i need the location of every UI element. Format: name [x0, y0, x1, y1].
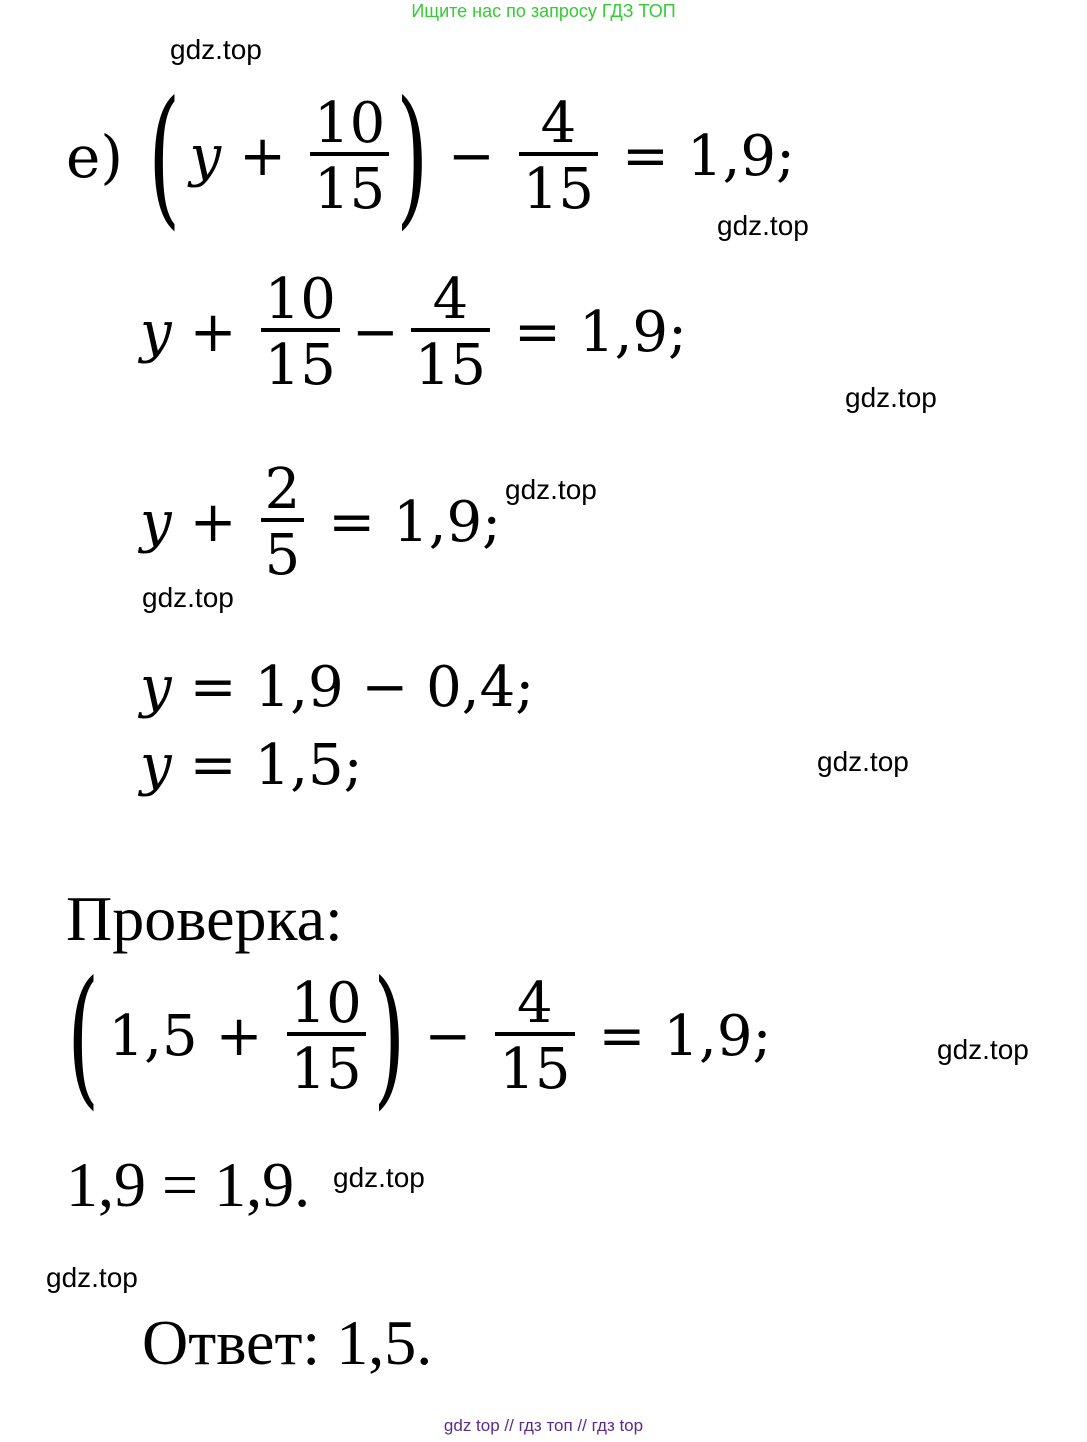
watermark: gdz.top: [46, 1262, 138, 1293]
watermark: gdz.top: [505, 474, 597, 505]
left-paren: (: [67, 950, 100, 1124]
watermark: gdz.top: [170, 34, 262, 65]
operator: =: [514, 300, 561, 365]
numerator: 4: [432, 267, 469, 332]
watermark: gdz.top: [937, 1034, 1029, 1065]
operator: +: [189, 300, 237, 365]
fraction: [310, 91, 389, 222]
fraction: [287, 971, 366, 1102]
variable: y: [140, 300, 172, 365]
part-label: е): [66, 123, 123, 191]
operator: =: [328, 490, 376, 555]
denominator: 5: [261, 518, 305, 584]
operator: =: [622, 124, 669, 189]
fraction: [495, 971, 574, 1102]
left-paren: (: [148, 70, 181, 244]
right-paren: ): [372, 950, 406, 1124]
denominator: 15: [519, 152, 598, 218]
denominator: 15: [310, 152, 389, 218]
variable: y: [140, 733, 172, 798]
numerator: 10: [290, 971, 362, 1036]
operator: −: [447, 124, 495, 189]
denominator: 15: [411, 328, 490, 394]
search-banner[interactable]: Ищите нас по запросу ГДЗ ТОП: [411, 1, 676, 21]
denominator: 15: [495, 1032, 574, 1098]
watermark: gdz.top: [142, 582, 234, 613]
variable: y: [189, 124, 222, 189]
footer-links[interactable]: gdz top // гдз топ // гдз top: [443, 1416, 644, 1435]
numerator: 10: [314, 91, 386, 156]
operator: −: [424, 1004, 472, 1069]
watermark: gdz.top: [333, 1162, 425, 1193]
equation-1: [66, 70, 795, 244]
rhs: 1,9;: [663, 1004, 772, 1069]
operator: =: [189, 733, 237, 798]
operator: −: [351, 300, 399, 365]
check-label: Проверка:: [66, 883, 343, 954]
variable: y: [140, 655, 172, 720]
answer: Ответ: 1,5.: [142, 1307, 433, 1378]
check-equation: [66, 950, 772, 1124]
numerator: 2: [264, 457, 301, 522]
numerator: 4: [540, 91, 577, 156]
fraction: [261, 457, 305, 588]
denominator: 15: [261, 328, 340, 394]
equation-5: [140, 733, 363, 798]
rhs: 1,9 − 0,4;: [254, 655, 535, 720]
operator: =: [189, 655, 237, 720]
denominator: 15: [287, 1032, 366, 1098]
numerator: 4: [517, 971, 553, 1036]
value: 1,5: [108, 1004, 198, 1069]
variable: y: [140, 490, 172, 555]
rhs: 1,9;: [686, 124, 795, 189]
rhs: 1,5;: [254, 733, 363, 798]
operator: =: [598, 1004, 646, 1069]
numerator: 10: [264, 267, 336, 332]
watermark: gdz.top: [717, 210, 809, 241]
fraction: [261, 267, 340, 398]
equation-3: [140, 457, 502, 588]
fraction: [519, 91, 598, 222]
operator: +: [239, 124, 287, 189]
check-result: 1,9 = 1,9.: [66, 1149, 311, 1220]
operator: +: [215, 1004, 263, 1069]
operator: +: [189, 490, 237, 555]
watermark: gdz.top: [845, 382, 937, 413]
equation-4: [140, 655, 535, 720]
right-paren: ): [396, 70, 429, 244]
rhs: 1,9;: [578, 300, 687, 365]
rhs: 1,9;: [393, 490, 502, 555]
fraction: [411, 267, 490, 398]
watermark: gdz.top: [817, 746, 909, 777]
equation-2: [140, 267, 687, 398]
